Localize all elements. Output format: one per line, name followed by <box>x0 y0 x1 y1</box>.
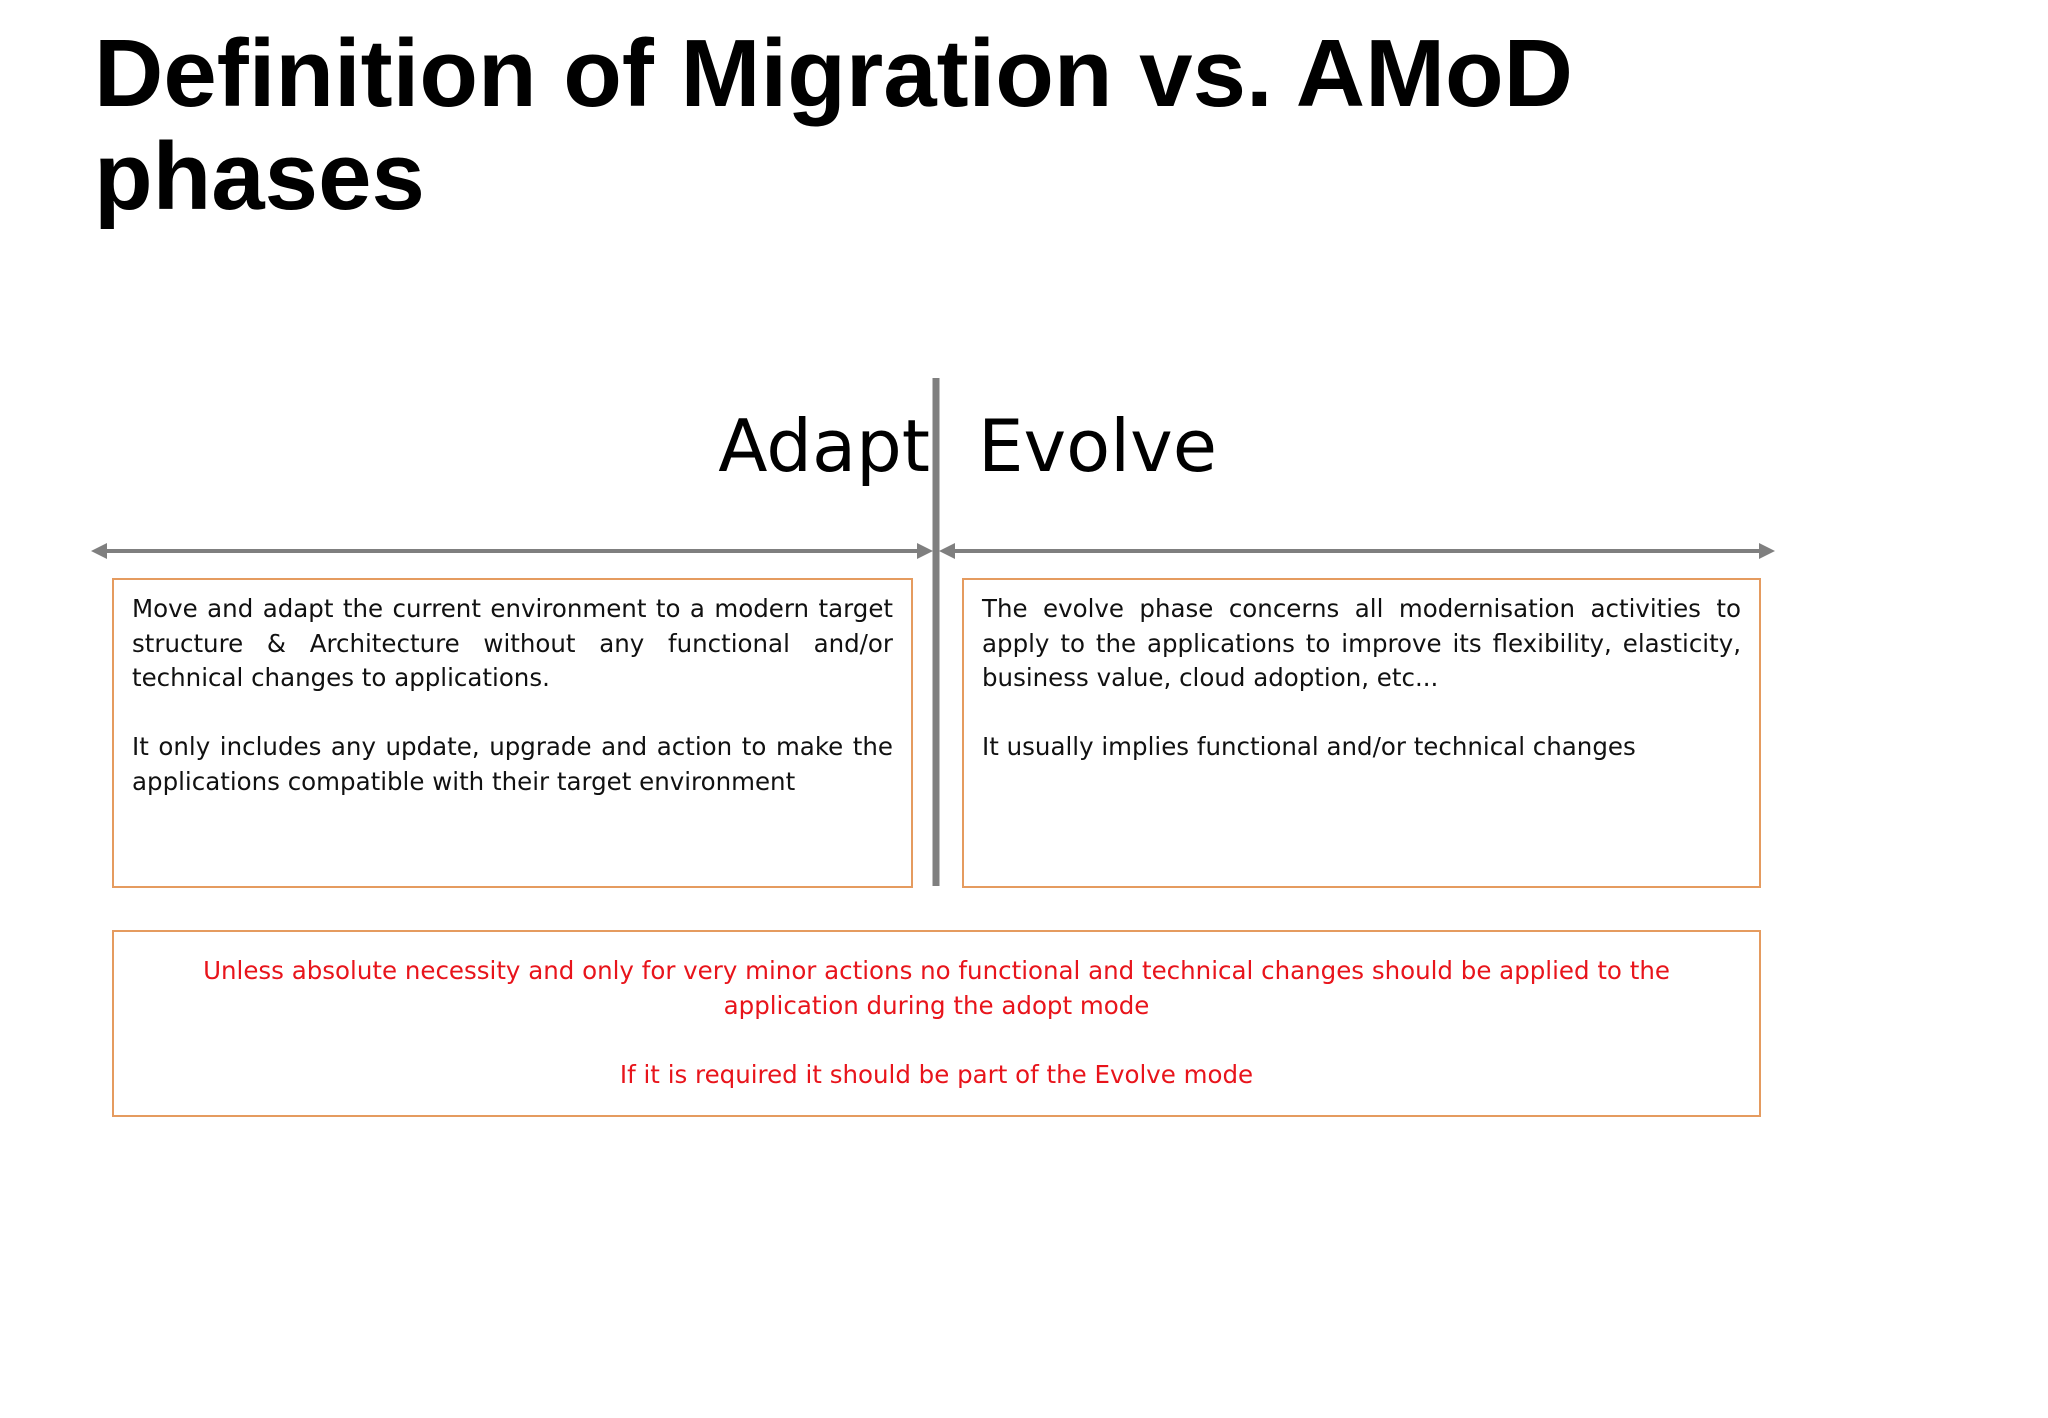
evolve-description-box <box>962 578 1761 888</box>
evolve-description-paragraph: The evolve phase concerns all modernisation activities to apply to the applications to improve its flexibility, elasticity, business value, cloud adoption, etc... <box>982 594 1741 692</box>
adapt-phase-label: Adapt <box>718 404 930 488</box>
adapt-description-paragraph: Move and adapt the current environment to a modern target structure & Architecture without any functional and/or technical changes to applications. <box>132 594 893 692</box>
adapt-description-paragraph: It only includes any update, upgrade and action to make the applications compatible with their target environment <box>132 732 893 796</box>
evolve-description-paragraph: It usually implies functional and/or technical changes <box>982 732 1636 761</box>
evolve-span-arrow <box>939 543 1775 559</box>
adapt-description-box <box>112 578 913 888</box>
rule-note-paragraph: Unless absolute necessity and only for very minor actions no functional and technical changes should be applied to the application during the adopt mode <box>203 956 1670 1020</box>
adapt-span-arrow <box>91 543 933 559</box>
slide-title: Definition of Migration vs. AMoD phases <box>94 20 1573 230</box>
rule-note-paragraph: If it is required it should be part of the Evolve mode <box>619 1059 1254 1089</box>
evolve-phase-label: Evolve <box>978 404 1218 488</box>
rule-note-box <box>112 930 1761 1117</box>
